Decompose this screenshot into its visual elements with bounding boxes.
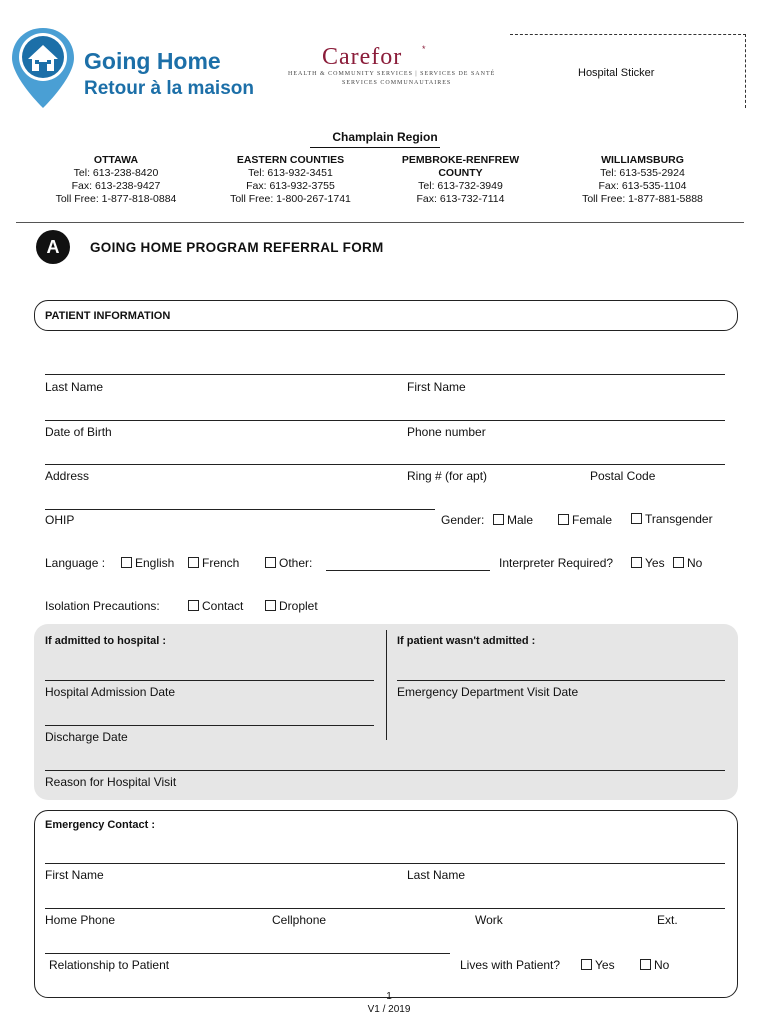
first-name-label: First Name (407, 380, 466, 394)
ohip-line[interactable] (45, 509, 435, 510)
checkbox[interactable] (265, 557, 276, 568)
office-fax: Fax: 613-535-1104 (598, 180, 687, 192)
lives-with-label: Lives with Patient? (460, 958, 561, 972)
ec-cellphone-label: Cellphone (272, 913, 327, 927)
checkbox[interactable] (558, 514, 569, 525)
office-fax: Fax: 613-732-7114 (416, 193, 505, 205)
carefor-logo-mark: * (422, 44, 426, 54)
discharge-date-line[interactable] (45, 725, 374, 726)
checkbox[interactable] (581, 959, 592, 970)
language-english-label: English (135, 556, 175, 570)
ohip-label: OHIP (45, 513, 75, 527)
reason-line[interactable] (45, 770, 725, 771)
office-tel: Tel: 613-238-8420 (73, 167, 159, 179)
office-ottawa (46, 154, 186, 206)
office-name: PEMBROKE-RENFREW (401, 154, 520, 166)
ring-label: Ring # (for apt) (407, 469, 488, 483)
gender-female-option[interactable] (558, 513, 612, 527)
isolation-label: Isolation Precautions: (45, 599, 160, 613)
carefor-tagline: HEALTH & COMMUNITY SERVICES | SERVICES DE SANTÉ (288, 71, 496, 77)
ec-first-name-label: First Name (45, 868, 104, 882)
reason-label: Reason for Hospital Visit (45, 775, 177, 789)
admission-date-label: Hospital Admission Date (45, 685, 176, 699)
section-badge: A (36, 230, 70, 264)
form-title: GOING HOME PROGRAM REFERRAL FORM (90, 240, 384, 255)
gender-male-label: Male (507, 513, 534, 527)
checkbox[interactable] (631, 513, 642, 524)
postal-code-label: Postal Code (590, 469, 656, 483)
last-name-label: Last Name (45, 380, 104, 394)
language-other-line[interactable] (326, 570, 490, 571)
checkbox[interactable] (640, 959, 651, 970)
hospital-sticker-label: Hospital Sticker (578, 67, 655, 79)
gender-transgender-label: Transgender (645, 512, 713, 526)
checkbox[interactable] (493, 514, 504, 525)
not-admitted-heading: If patient wasn't admitted : (397, 635, 536, 647)
lives-with-no-label: No (654, 958, 670, 972)
ec-relationship-line[interactable] (45, 953, 450, 954)
checkbox[interactable] (673, 557, 684, 568)
checkbox[interactable] (188, 600, 199, 611)
gender-male-option[interactable] (493, 513, 533, 527)
isolation-contact-option[interactable] (188, 599, 243, 613)
office-name-line2: COUNTY (438, 167, 483, 179)
gender-transgender-option[interactable] (631, 512, 713, 526)
interpreter-no-label: No (687, 556, 703, 570)
office-tel: Tel: 613-932-3451 (248, 167, 333, 179)
dob-label: Date of Birth (45, 425, 112, 439)
interpreter-label: Interpreter Required? (499, 556, 614, 570)
language-other-option[interactable] (265, 556, 312, 570)
interpreter-yes-label: Yes (645, 556, 665, 570)
last-first-name-line[interactable] (45, 374, 725, 375)
admitted-heading: If admitted to hospital : (45, 635, 166, 647)
office-tollfree: Toll Free: 1-877-818-0884 (55, 193, 177, 205)
office-tollfree: Toll Free: 1-877-881-5888 (582, 193, 703, 205)
ec-home-phone-label: Home Phone (45, 913, 116, 927)
dob-phone-line[interactable] (45, 420, 725, 421)
carefor-logo: Carefor (322, 44, 403, 70)
office-fax: Fax: 613-238-9427 (71, 180, 161, 192)
isolation-contact-label: Contact (202, 599, 244, 613)
office-pembroke-renfrew (388, 154, 533, 206)
office-name: OTTAWA (93, 154, 139, 166)
office-tollfree: Toll Free: 1-800-267-1741 (230, 193, 351, 205)
gender-label: Gender: (441, 513, 485, 527)
language-other-label: Other: (279, 556, 313, 570)
admission-date-line[interactable] (45, 680, 374, 681)
office-tel: Tel: 613-535-2924 (600, 167, 685, 179)
phone-label: Phone number (407, 425, 486, 439)
lives-with-yes-label: Yes (595, 958, 615, 972)
checkbox[interactable] (121, 557, 132, 568)
language-french-label: French (202, 556, 240, 570)
office-tel: Tel: 613-732-3949 (418, 180, 503, 192)
interpreter-no-option[interactable] (673, 556, 702, 570)
ec-last-name-label: Last Name (407, 868, 466, 882)
checkbox[interactable] (188, 557, 199, 568)
brand-subtitle: Retour à la maison (84, 78, 254, 99)
ec-relationship-label: Relationship to Patient (49, 958, 170, 972)
address-label: Address (45, 469, 90, 483)
emergency-contact-heading: Emergency Contact : (45, 819, 156, 831)
office-fax: Fax: 613-932-3755 (246, 180, 335, 192)
ed-visit-date-line[interactable] (397, 680, 725, 681)
language-french-option[interactable] (188, 556, 239, 570)
isolation-droplet-label: Droplet (279, 599, 318, 613)
patient-info-heading: PATIENT INFORMATION (45, 310, 171, 322)
discharge-date-label: Discharge Date (45, 730, 128, 744)
gender-female-label: Female (572, 513, 613, 527)
office-name: WILLIAMSBURG (601, 154, 684, 166)
ec-name-line[interactable] (45, 863, 725, 864)
checkbox[interactable] (631, 557, 642, 568)
office-eastern-counties (218, 154, 363, 206)
carefor-tagline-2: SERVICES COMMUNAUTAIRES (342, 80, 452, 86)
hospital-panel-divider (386, 630, 387, 740)
going-home-logo-icon (10, 26, 76, 110)
ec-ext-label: Ext. (657, 913, 678, 927)
region-underline (310, 147, 440, 148)
ed-visit-date-label: Emergency Department Visit Date (397, 685, 579, 699)
checkbox[interactable] (265, 600, 276, 611)
isolation-droplet-option[interactable] (265, 599, 318, 613)
version-label: V1 / 2019 (367, 1004, 411, 1015)
lives-with-no-option[interactable] (640, 958, 669, 972)
header-divider (16, 222, 744, 223)
brand-title: Going Home (84, 48, 221, 74)
region-heading: Champlain Region (332, 130, 438, 144)
interpreter-yes-option[interactable] (631, 556, 665, 570)
page-number: 1 (386, 991, 392, 1002)
office-name: EASTERN COUNTIES (236, 154, 345, 166)
address-line[interactable] (45, 464, 725, 465)
office-williamsburg (570, 154, 715, 206)
language-label: Language : (45, 556, 106, 570)
ec-phone-line[interactable] (45, 908, 725, 909)
lives-with-yes-option[interactable] (581, 958, 615, 972)
ec-work-label: Work (475, 913, 503, 927)
language-english-option[interactable] (121, 556, 174, 570)
